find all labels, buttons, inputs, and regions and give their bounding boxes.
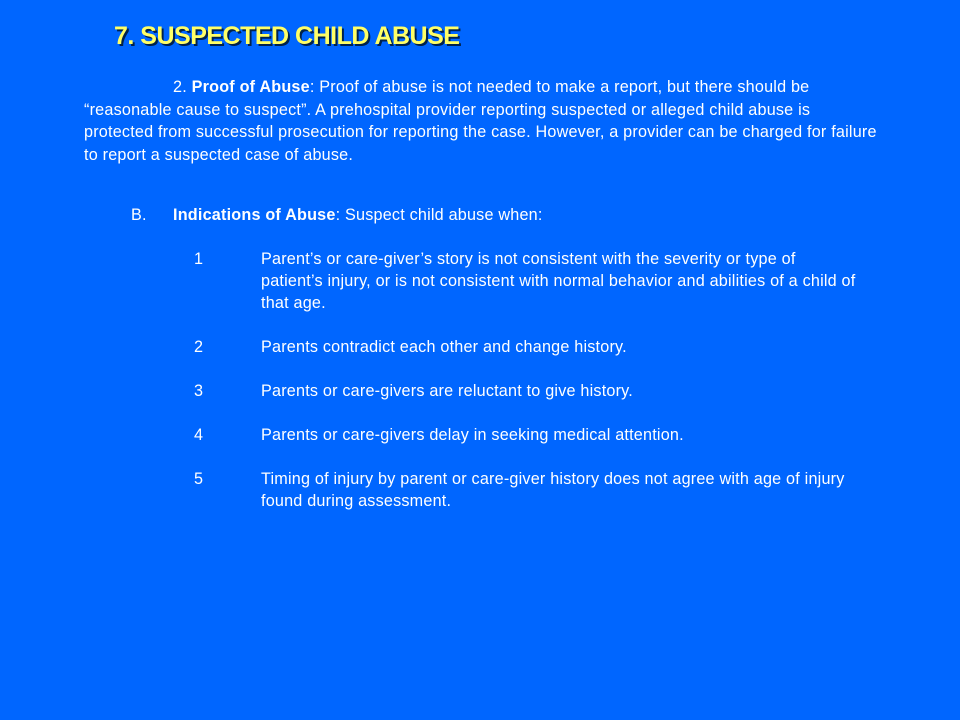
list-item-number: 5: [194, 470, 204, 488]
list-item-text: Timing of injury by parent or care-giver history does not agree with age of injury found during assessment.: [261, 470, 845, 510]
list-item-text: Parent’s or care-giver’s story is not consistent with the severity or type of patient’s injury, or is not consistent with normal behavior and abilities of a child of that age.: [261, 250, 856, 312]
list-item-number: 4: [194, 426, 204, 444]
indications-heading: Indications of Abuse: [173, 206, 336, 224]
list-item-text: Parents contradict each other and change history.: [261, 338, 627, 356]
indications-colon: :: [335, 206, 345, 224]
proof-colon: :: [309, 78, 320, 96]
list-item: [194, 380, 874, 402]
list-item: [194, 248, 874, 314]
proof-of-abuse-paragraph: [84, 76, 884, 166]
section-letter: B.: [131, 206, 147, 224]
list-item: [194, 336, 874, 358]
indications-intro: Suspect child abuse when:: [345, 206, 543, 224]
proof-number: 2.: [173, 78, 187, 96]
proof-text: Proof of abuse is not needed to make a report, but there should be “reasonable cause to suspect”. A prehospital provider reporting suspected or alleged child abuse is protected from successful prosecution for reporting the case. However, a provider can be charged for failure to report a suspected case of abuse.: [84, 78, 877, 164]
indications-list: [194, 248, 874, 534]
list-item-text: Parents or care-givers are reluctant to give history.: [261, 382, 633, 400]
list-item-number: 2: [194, 338, 204, 356]
indications-heading-line: [131, 204, 543, 226]
list-item-number: 1: [194, 250, 204, 268]
list-item: [194, 424, 874, 446]
list-item: [194, 468, 874, 512]
proof-heading: Proof of Abuse: [191, 78, 310, 96]
list-item-text: Parents or care-givers delay in seeking medical attention.: [261, 426, 684, 444]
list-item-number: 3: [194, 382, 204, 400]
slide-title: 7. SUSPECTED CHILD ABUSE: [114, 22, 460, 50]
